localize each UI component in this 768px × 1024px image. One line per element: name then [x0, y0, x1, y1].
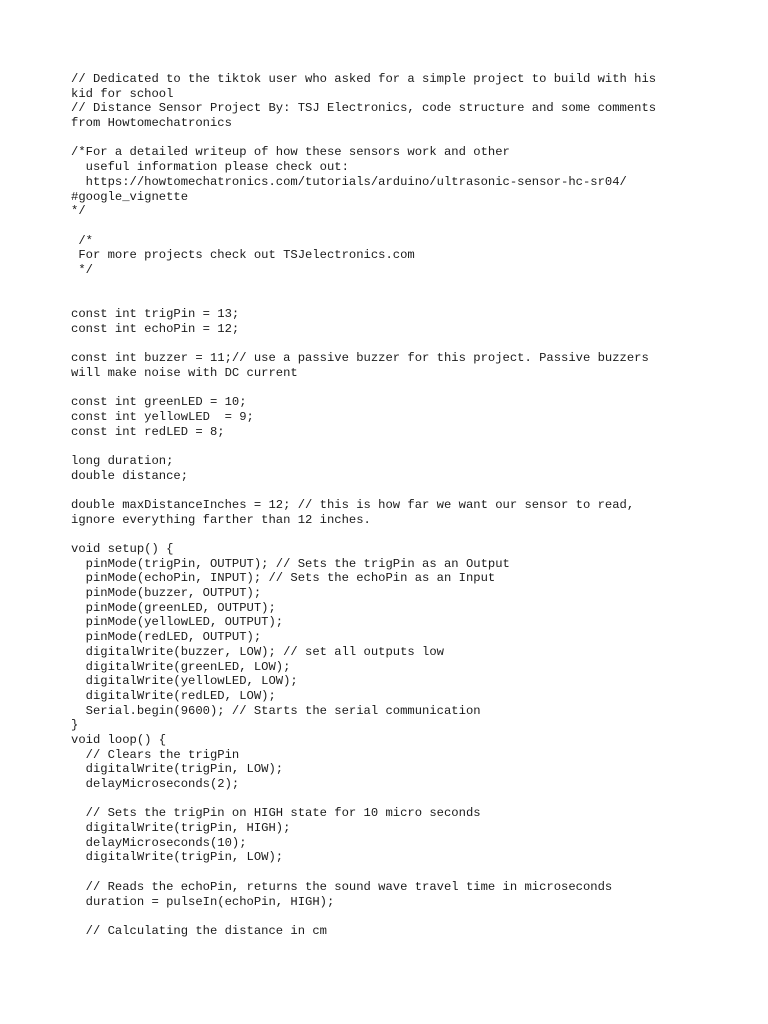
code-line [71, 792, 751, 807]
code-line: /* [71, 233, 93, 248]
code-line [71, 865, 751, 880]
code-line [71, 336, 751, 351]
code-line: const int greenLED = 10; [71, 395, 247, 410]
code-line: digitalWrite(redLED, LOW); [71, 688, 276, 703]
code-line [71, 527, 751, 542]
code-line [71, 483, 751, 498]
code-line: const int trigPin = 13; [71, 307, 240, 321]
code-line: // Sets the trigPin on HIGH state for 10 micro seconds [71, 806, 481, 821]
code-line [71, 380, 751, 395]
code-line: const int redLED = 8; [71, 424, 225, 439]
code-line: void loop() { [71, 732, 167, 747]
code-line: void setup() { [71, 542, 174, 556]
code-page [71, 72, 751, 939]
code-line: // Reads the echoPin, returns the sound wave travel time in microseconds [71, 879, 613, 894]
code-line: For more projects check out TSJelectronics.com [71, 248, 415, 263]
code-line: digitalWrite(trigPin, LOW); [71, 850, 284, 865]
code-line: delayMicroseconds(10); [71, 835, 247, 850]
code-line: ignore everything farther than 12 inches. [71, 512, 371, 527]
code-line: */ [71, 204, 86, 219]
code-line: // Distance Sensor Project By: TSJ Electronics, code structure and some comments [71, 101, 657, 116]
code-line: double maxDistanceInches = 12; // this is how far we want our sensor to read, [71, 497, 635, 512]
code-line: digitalWrite(buzzer, LOW); // set all outputs low [71, 644, 444, 659]
code-line: */ [71, 262, 93, 277]
code-line: } [71, 718, 79, 733]
code-line: delayMicroseconds(2); [71, 777, 240, 791]
code-line: digitalWrite(trigPin, LOW); [71, 762, 284, 777]
code-line: #google_vignette [71, 189, 189, 204]
code-line: // Dedicated to the tiktok user who asked for a simple project to build with his [71, 72, 657, 86]
code-line: will make noise with DC current [71, 365, 298, 380]
code-line: https://howtomechatronics.com/tutorials/arduino/ultrasonic-sensor-hc-sr04/ [71, 174, 627, 189]
code-line [71, 219, 751, 234]
code-line: const int yellowLED = 9; [71, 409, 254, 424]
code-line: long duration; [71, 453, 174, 468]
code-line: kid for school [71, 86, 174, 101]
code-line [71, 439, 751, 454]
code-line [71, 909, 751, 924]
code-line: pinMode(yellowLED, OUTPUT); [71, 615, 284, 630]
code-line: digitalWrite(yellowLED, LOW); [71, 674, 298, 689]
code-line: const int echoPin = 12; [71, 321, 240, 336]
code-line [71, 131, 751, 146]
code-line: pinMode(redLED, OUTPUT); [71, 630, 262, 645]
code-line: digitalWrite(greenLED, LOW); [71, 659, 291, 674]
code-line: useful information please check out: [71, 160, 349, 175]
code-line: pinMode(buzzer, OUTPUT); [71, 586, 262, 601]
code-line: from Howtomechatronics [71, 116, 232, 131]
code-line: // Calculating the distance in cm [71, 923, 327, 938]
code-line: pinMode(echoPin, INPUT); // Sets the echoPin as an Input [71, 571, 496, 586]
code-line: // Clears the trigPin [71, 747, 240, 762]
code-line: double distance; [71, 468, 189, 483]
code-line: pinMode(greenLED, OUTPUT); [71, 600, 276, 615]
code-line [71, 292, 751, 307]
code-line: Serial.begin(9600); // Starts the serial communication [71, 703, 481, 718]
code-line: pinMode(trigPin, OUTPUT); // Sets the trigPin as an Output [71, 556, 510, 571]
code-line: const int buzzer = 11;// use a passive buzzer for this project. Passive buzzers [71, 351, 649, 366]
code-line [71, 278, 751, 293]
code-line: digitalWrite(trigPin, HIGH); [71, 821, 291, 836]
code-line: /*For a detailed writeup of how these sensors work and other [71, 145, 510, 160]
code-line: duration = pulseIn(echoPin, HIGH); [71, 894, 335, 909]
